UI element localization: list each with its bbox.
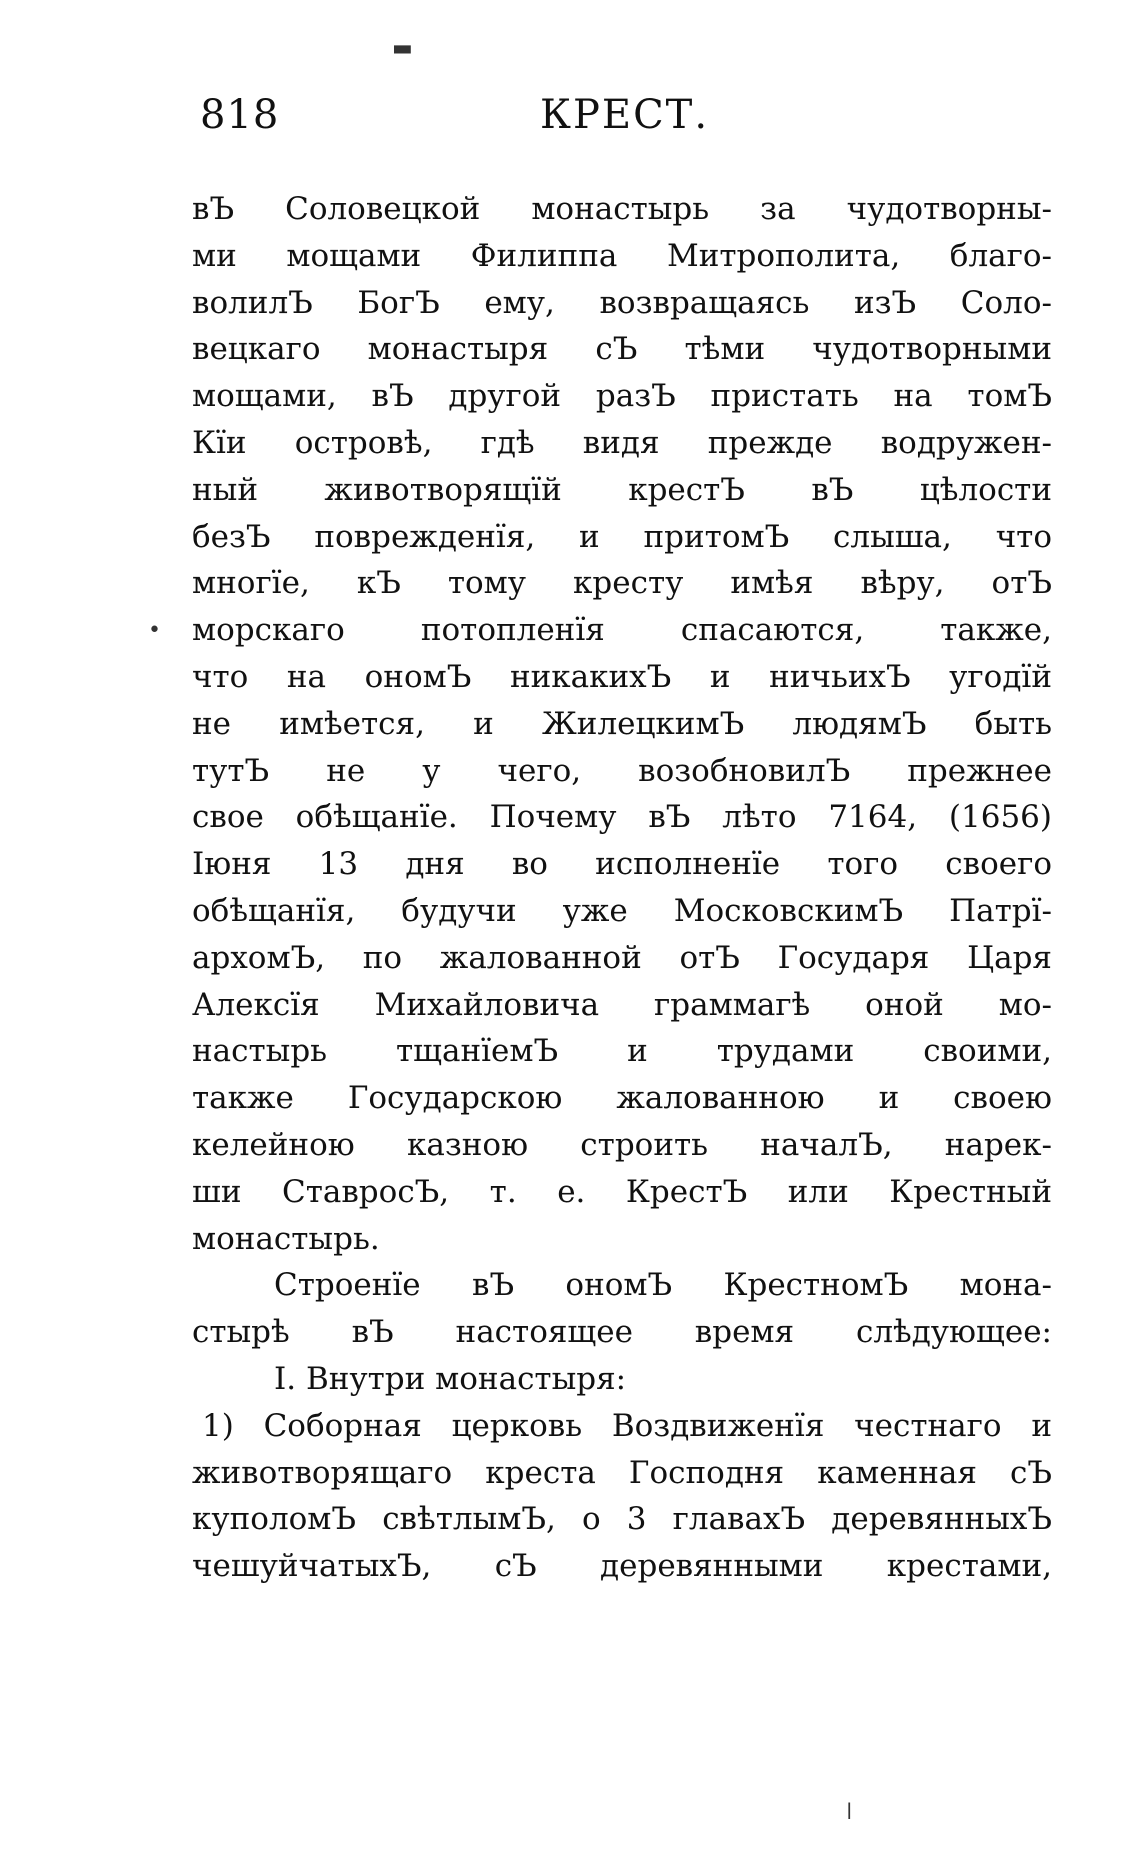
text-line: ши СтавросЪ, т. е. КрестЪ или Крестный xyxy=(192,1173,1052,1210)
text-line: ми мощами Филиппа Митрополита, благо- xyxy=(192,237,1052,274)
section-heading: I. Внутри монастыря: xyxy=(274,1360,627,1397)
text-line: волилЪ БогЪ ему, возвращаясь изЪ Соло- xyxy=(192,284,1052,321)
text-line: настырь тщанїемЪ и трудами своими, xyxy=(192,1033,1052,1070)
text-line: чешуйчатыхЪ, сЪ деревянными крестами, xyxy=(192,1548,1052,1585)
text-line: монастырь. xyxy=(192,1220,380,1257)
text-line: тутЪ не у чего, возобновилЪ прежнее xyxy=(192,752,1052,789)
text-line: безЪ поврежденїя, и притомЪ слыша, что xyxy=(192,518,1052,555)
text-line: куполомЪ свѣтлымЪ, о 3 главахЪ деревянныхЪ xyxy=(192,1501,1052,1538)
text-line: не имѣется, и ЖилецкимЪ людямЪ быть xyxy=(192,705,1052,742)
text-line: Строенїе вЪ ономЪ КрестномЪ мона- xyxy=(274,1267,1052,1304)
text-line: мощами, вЪ другой разЪ пристать на томЪ xyxy=(192,378,1052,415)
text-line: животворящаго креста Господня каменная сЪ xyxy=(192,1454,1052,1491)
text-line: также Государскою жалованною и своею xyxy=(192,1080,1052,1117)
text-line: что на ономЪ никакихЪ и ничьихЪ угодїй xyxy=(192,658,1052,695)
text-line: обѣщанїя, будучи уже МосковскимЪ Патрї- xyxy=(192,892,1052,929)
page-number: 818 xyxy=(200,92,280,138)
text-line: ный животворящїй крестЪ вЪ цѣлости xyxy=(192,471,1052,508)
text-line: Алексїя Михайловича граммагѣ оной мо- xyxy=(192,986,1052,1023)
text-line: 1) Соборная церковь Воздвиженїя честнаго и xyxy=(202,1407,1052,1444)
text-line: келейною казною строить началЪ, нарек- xyxy=(192,1126,1052,1163)
text-line: архомЪ, по жалованной отЪ Государя Царя xyxy=(192,939,1052,976)
running-title: КРЕСТ. xyxy=(540,92,710,138)
print-speck: • xyxy=(148,618,161,643)
text-line: свое обѣщанїе. Почему вЪ лѣто 7164, (1656) xyxy=(192,799,1052,836)
text-line: Iюня 13 дня во исполненїе того своего xyxy=(192,846,1052,883)
print-speck: ǀ xyxy=(846,1800,853,1825)
text-line: многїе, кЪ тому кресту имѣя вѣру, отЪ xyxy=(192,565,1052,602)
body-text xyxy=(192,186,1052,1590)
text-line: вЪ Соловецкой монастырь за чудотворны- xyxy=(192,191,1052,227)
text-line: морскаго потопленїя спасаются, также, xyxy=(192,612,1052,649)
page-header xyxy=(200,92,720,152)
text-line: вецкаго монастыря сЪ тѣми чудотворными xyxy=(192,331,1052,368)
print-speck: ▬ xyxy=(392,36,413,61)
text-line: стырѣ вЪ настоящее время слѣдующее: xyxy=(192,1314,1052,1351)
text-line: Кїи островѣ, гдѣ видя прежде водружен- xyxy=(192,424,1052,461)
